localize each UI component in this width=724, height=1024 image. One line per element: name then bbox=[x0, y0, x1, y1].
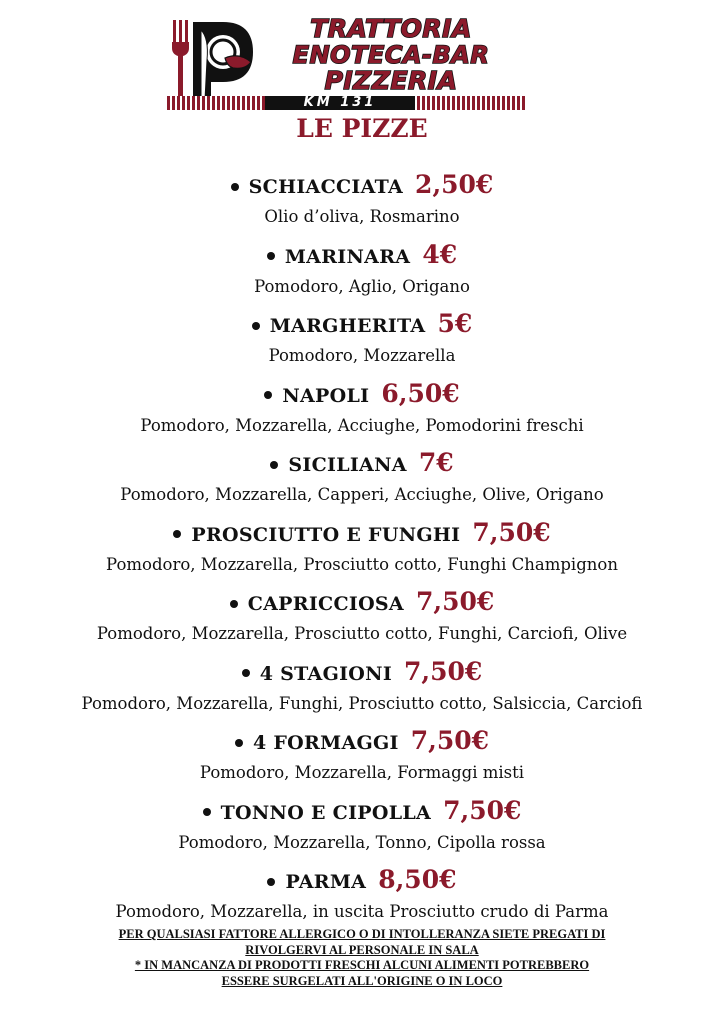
item-description: Olio d’oliva, Rosmarino bbox=[264, 207, 460, 226]
note-line: ESSERE SURGELATI ALL'ORIGINE O IN LOCO bbox=[221, 973, 503, 988]
logo-trattoria: TRATTORIA bbox=[310, 14, 472, 43]
item-price: 7€ bbox=[418, 448, 454, 477]
list-item bbox=[0, 655, 724, 725]
bullet-icon bbox=[270, 461, 278, 469]
bullet-icon bbox=[235, 739, 243, 747]
item-description: Pomodoro, Mozzarella, Prosciutto cotto, Funghi, Carciofi, Olive bbox=[96, 624, 628, 643]
item-description: Pomodoro, Mozzarella, Prosciutto cotto, Funghi Champignon bbox=[106, 554, 618, 574]
item-description: Pomodoro, Mozzarella, Capperi, Acciughe, Olive, Origano bbox=[120, 485, 604, 504]
bullet-icon bbox=[252, 322, 260, 330]
item-description: Pomodoro, Mozzarella bbox=[268, 346, 456, 365]
list-item bbox=[0, 863, 724, 933]
item-price: 7,50€ bbox=[443, 795, 522, 825]
item-price: 2,50€ bbox=[415, 170, 494, 199]
page-title: LE PIZZE bbox=[296, 114, 428, 143]
bullet-icon bbox=[231, 183, 239, 191]
bullet-icon bbox=[264, 391, 272, 399]
item-description: Pomodoro, Aglio, Origano bbox=[254, 276, 470, 296]
item-name: MARINARA bbox=[284, 245, 411, 268]
bullet-icon bbox=[203, 808, 211, 816]
item-name: 4 FORMAGGI bbox=[252, 732, 399, 754]
item-price: 7,50€ bbox=[410, 726, 490, 755]
item-name: SCHIACCIATA bbox=[248, 176, 404, 198]
item-name: TONNO E CIPOLLA bbox=[220, 801, 432, 824]
item-price: 6,50€ bbox=[381, 378, 460, 408]
bullet-icon bbox=[242, 669, 250, 677]
item-price: 7,50€ bbox=[415, 587, 495, 616]
item-price: 4€ bbox=[422, 239, 458, 269]
item-name: CAPRICCIOSA bbox=[247, 593, 404, 615]
bullet-icon bbox=[267, 252, 275, 260]
item-price: 7,50€ bbox=[404, 656, 483, 686]
item-price: 7,50€ bbox=[472, 517, 551, 547]
item-name: PARMA bbox=[285, 871, 367, 893]
logo-km-badge: KM 131 bbox=[265, 96, 415, 110]
item-description: Pomodoro, Mozzarella, Tonno, Cipolla rossa bbox=[178, 832, 546, 852]
list-item bbox=[0, 168, 724, 238]
note-line: * IN MANCANZA DI PRODOTTI FRESCHI ALCUNI ALIMENTI POTREBBERO bbox=[134, 958, 590, 972]
allergy-notes bbox=[0, 927, 724, 989]
item-description: Pomodoro, Mozzarella, Formaggi misti bbox=[199, 763, 525, 782]
item-description: Pomodoro, Mozzarella, Acciughe, Pomodorini freschi bbox=[140, 415, 584, 435]
item-description: Pomodoro, Mozzarella, in uscita Prosciutto crudo di Parma bbox=[115, 902, 609, 921]
list-item bbox=[0, 724, 724, 794]
list-item bbox=[0, 794, 724, 864]
bullet-icon bbox=[267, 878, 275, 886]
bullet-icon bbox=[230, 600, 238, 608]
list-item bbox=[0, 585, 724, 655]
item-price: 8,50€ bbox=[378, 865, 457, 894]
list-item bbox=[0, 238, 724, 308]
item-name: MARGHERITA bbox=[269, 315, 426, 337]
bullet-icon bbox=[173, 530, 181, 538]
item-name: SICILIANA bbox=[288, 454, 407, 476]
pizza-list bbox=[0, 168, 724, 933]
fork-knife-p-icon bbox=[167, 18, 259, 102]
logo-enoteca-bar: ENOTECA-BAR bbox=[292, 41, 490, 69]
item-name: 4 STAGIONI bbox=[259, 662, 393, 685]
list-item bbox=[0, 516, 724, 586]
note-line: PER QUALSIASI FATTORE ALLERGICO O DI INTOLLERANZA SIETE PREGATI DI bbox=[118, 927, 606, 941]
item-name: NAPOLI bbox=[282, 384, 370, 407]
item-name: PROSCIUTTO E FUNGHI bbox=[191, 523, 461, 546]
list-item bbox=[0, 307, 724, 377]
restaurant-logo bbox=[167, 14, 525, 112]
note-line: RIVOLGERVI AL PERSONALE IN SALA bbox=[245, 942, 479, 957]
item-price: 5€ bbox=[437, 309, 473, 338]
logo-pizzeria: PIZZERIA bbox=[324, 66, 458, 95]
list-item bbox=[0, 377, 724, 447]
item-description: Pomodoro, Mozzarella, Funghi, Prosciutto cotto, Salsiccia, Carciofi bbox=[81, 693, 643, 713]
list-item bbox=[0, 446, 724, 516]
